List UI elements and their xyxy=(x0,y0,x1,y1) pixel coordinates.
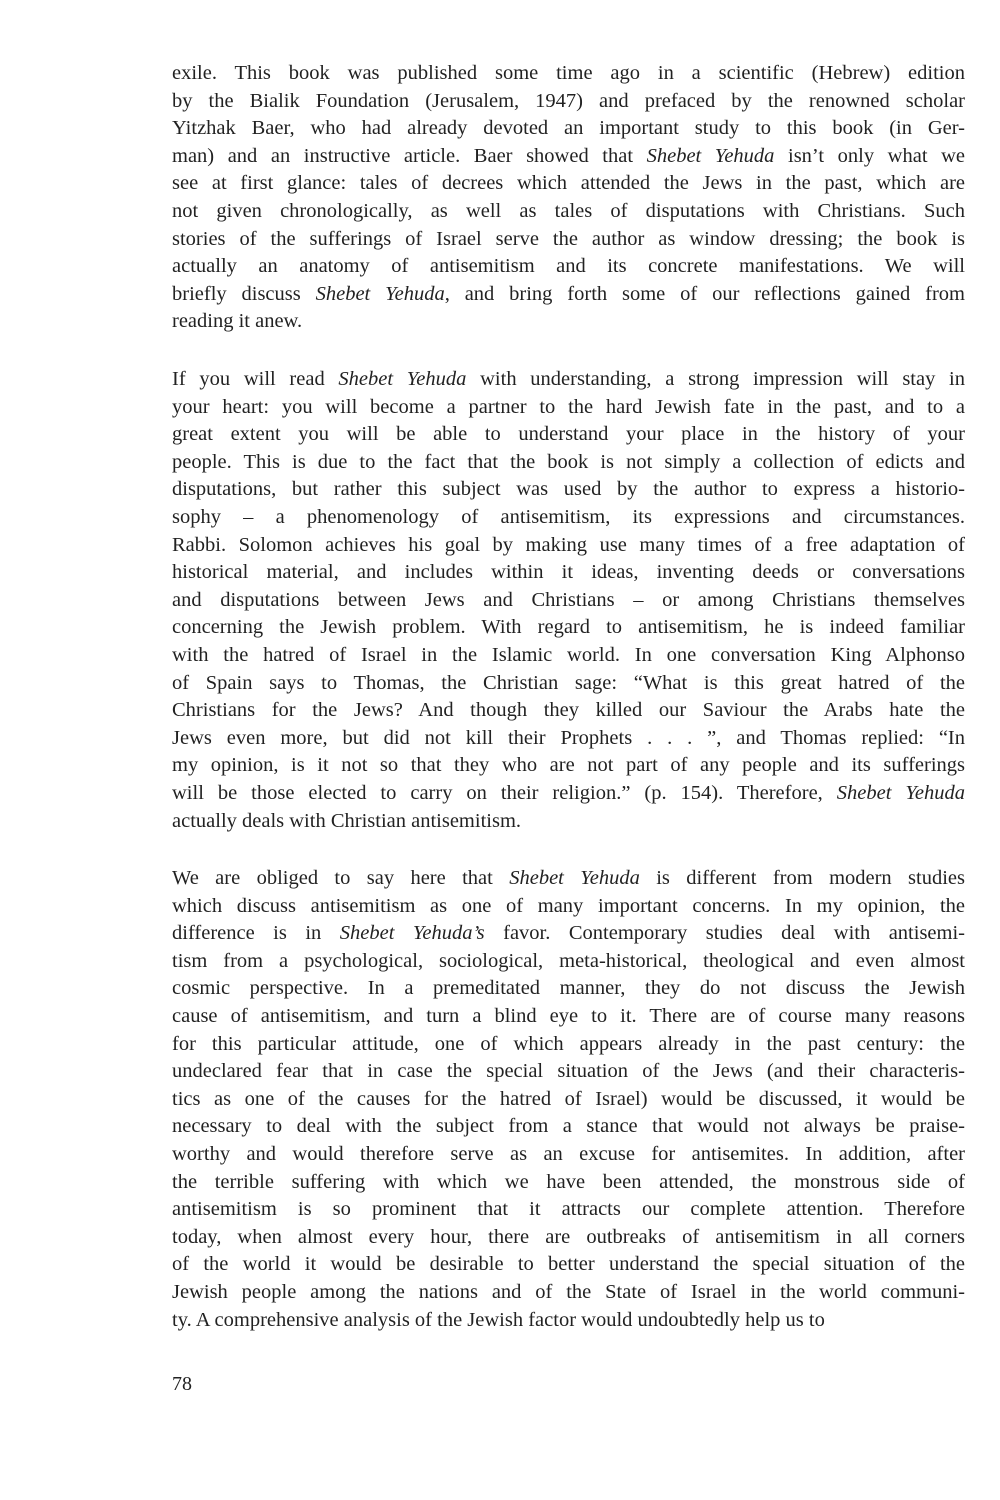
text-segment: exile. This book was published some time ago in a scientific (Hebrew) edition xyxy=(172,62,965,84)
text-line xyxy=(172,449,965,477)
text-line xyxy=(172,88,965,116)
text-line xyxy=(172,476,965,504)
text-line xyxy=(172,1279,965,1307)
text-segment: briefly discuss xyxy=(172,282,316,305)
paragraph-1 xyxy=(172,60,965,336)
text-segment: cosmic perspective. In a premeditated manner, they do not discuss the Jewish xyxy=(172,977,965,1000)
text-segment: , and bring forth some of our reflections gained from xyxy=(444,282,965,305)
text-segment: reading it anew. xyxy=(172,310,303,333)
text-line xyxy=(172,1031,965,1059)
text-segment: concerning the Jewish problem. With regard to antisemitism, he is indeed familiar xyxy=(172,616,965,639)
text-segment: ty. A comprehensive analysis of the Jewish factor would undoubtedly help us to xyxy=(172,1308,825,1331)
text-segment: difference is in xyxy=(172,922,340,945)
text-segment: man) and an instructive article. Baer showed that xyxy=(172,144,647,167)
text-segment: actually deals with Christian antisemitism. xyxy=(172,809,522,832)
text-segment: my opinion, is it not so that they who are not part of any people and its sufferings xyxy=(172,754,965,777)
text-line xyxy=(172,670,965,698)
text-line xyxy=(172,1196,965,1224)
text-line xyxy=(172,1086,965,1114)
text-segment: which discuss antisemitism as one of many important concerns. In my opinion, the xyxy=(172,894,965,917)
text-line xyxy=(172,394,965,422)
text-segment: tism from a psychological, sociological, meta-historical, theological and even almost xyxy=(172,949,965,972)
text-segment: not given chronologically, as well as tales of disputations with Christians. Such xyxy=(172,199,965,222)
text-line xyxy=(172,421,965,449)
text-segment: is different from modern studies xyxy=(639,867,966,889)
text-segment: will be those elected to carry on their religion.” (p. 154). Therefore, xyxy=(172,781,837,804)
text-line xyxy=(172,1058,965,1086)
text-line xyxy=(172,281,965,309)
text-segment: and disputations between Jews and Christians – or among Christians themselves xyxy=(172,588,965,611)
text-segment: with understanding, a strong impression will stay in xyxy=(466,368,965,390)
text-line xyxy=(172,115,965,143)
text-segment: of the world it would be desirable to better understand the special situation of the xyxy=(172,1253,965,1276)
text-line xyxy=(172,308,965,336)
text-segment: undeclared fear that in case the special situation of the Jews (and their characteris- xyxy=(172,1060,965,1083)
text-line xyxy=(172,948,965,976)
text-line xyxy=(172,1141,965,1169)
text-segment: with the hatred of Israel in the Islamic world. In one conversation King Alphonso xyxy=(172,643,965,666)
text-segment: necessary to deal with the subject from a stance that would not always be praise- xyxy=(172,1115,965,1138)
text-segment: of Spain says to Thomas, the Christian sage: “What is this great hatred of the xyxy=(172,671,965,694)
text-segment: cause of antisemitism, and turn a blind eye to it. There are of course many reasons xyxy=(172,1004,965,1027)
text-line xyxy=(172,198,965,226)
text-segment: the terrible suffering with which we have been attended, the monstrous side of xyxy=(172,1170,965,1193)
text-segment: Rabbi. Solomon achieves his goal by making use many times of a free adaptation of xyxy=(172,533,965,556)
text-line xyxy=(172,697,965,725)
text-line xyxy=(172,1224,965,1252)
text-line xyxy=(172,725,965,753)
text-line xyxy=(172,865,965,893)
italic-title-text: Shebet Yehuda xyxy=(646,144,775,167)
text-segment: antisemitism is so prominent that it attracts our complete attention. Therefore xyxy=(172,1198,965,1221)
text-line xyxy=(172,587,965,615)
text-segment: tics as one of the causes for the hatred of Israel) would be discussed, it would be xyxy=(172,1087,965,1110)
text-line xyxy=(172,60,965,88)
text-line xyxy=(172,808,965,836)
text-segment: your heart: you will become a partner to the hard Jewish fate in the past, and to a xyxy=(172,395,965,418)
text-line xyxy=(172,559,965,587)
text-segment: historical material, and includes within it ideas, inventing deeds or conversations xyxy=(172,561,965,584)
paragraph-3 xyxy=(172,865,965,1334)
text-segment: We are obliged to say here that xyxy=(172,867,510,889)
text-segment: see at first glance: tales of decrees which attended the Jews in the past, which are xyxy=(172,172,965,195)
text-segment: Yitzhak Baer, who had already devoted an important study to this book (in Ger- xyxy=(172,117,965,140)
text-line xyxy=(172,642,965,670)
italic-title-text: Shebet Yehuda’s xyxy=(339,922,485,945)
text-line xyxy=(172,253,965,281)
text-segment: great extent you will be able to understand your place in the history of your xyxy=(172,423,965,446)
paragraph-2 xyxy=(172,366,965,835)
italic-title-text: Shebet Yehuda xyxy=(315,282,445,305)
text-segment: favor. Contemporary studies deal with antisemi- xyxy=(484,922,965,945)
text-line xyxy=(172,366,965,394)
text-line xyxy=(172,975,965,1003)
text-segment: for this particular attitude, one of which appears already in the past century: the xyxy=(172,1032,965,1055)
text-segment: Christians for the Jews? And though they killed our Saviour the Arabs hate the xyxy=(172,699,965,722)
text-segment: stories of the sufferings of Israel serve the author as window dressing; the book is xyxy=(172,227,965,250)
text-segment: isn’t only what we xyxy=(774,144,965,167)
text-line xyxy=(172,1307,965,1335)
text-line xyxy=(172,226,965,254)
italic-title-text: Shebet Yehuda xyxy=(836,781,965,804)
text-line xyxy=(172,614,965,642)
text-segment: actually an anatomy of antisemitism and its concrete manifestations. We will xyxy=(172,255,965,278)
text-line xyxy=(172,1003,965,1031)
text-segment: Jews even more, but did not kill their Prophets . . . ”, and Thomas replied: “In xyxy=(172,726,965,749)
italic-title-text: Shebet Yehuda xyxy=(338,368,467,390)
text-line xyxy=(172,532,965,560)
text-line xyxy=(172,170,965,198)
text-segment: If you will read xyxy=(172,368,339,390)
text-segment: sophy – a phenomenology of antisemitism, its expressions and circumstances. xyxy=(172,505,965,528)
text-segment: by the Bialik Foundation (Jerusalem, 1947) and prefaced by the renowned scholar xyxy=(172,89,965,112)
italic-title-text: Shebet Yehuda xyxy=(509,867,640,889)
text-line xyxy=(172,780,965,808)
text-line xyxy=(172,893,965,921)
text-line xyxy=(172,143,965,171)
text-segment: people. This is due to the fact that the book is not simply a collection of edicts and xyxy=(172,450,965,473)
text-segment: Jewish people among the nations and of the State of Israel in the world communi- xyxy=(172,1280,965,1303)
text-segment: worthy and would therefore serve as an excuse for antisemites. In addition, after xyxy=(172,1142,965,1165)
text-line xyxy=(172,504,965,532)
text-segment: disputations, but rather this subject was used by the author to express a historio- xyxy=(172,478,965,501)
text-line xyxy=(172,1169,965,1197)
text-segment: today, when almost every hour, there are outbreaks of antisemitism in all corners xyxy=(172,1225,965,1248)
text-line xyxy=(172,920,965,948)
text-line xyxy=(172,1113,965,1141)
text-line xyxy=(172,1251,965,1279)
text-line xyxy=(172,752,965,780)
page-number: 78 xyxy=(172,1373,192,1395)
